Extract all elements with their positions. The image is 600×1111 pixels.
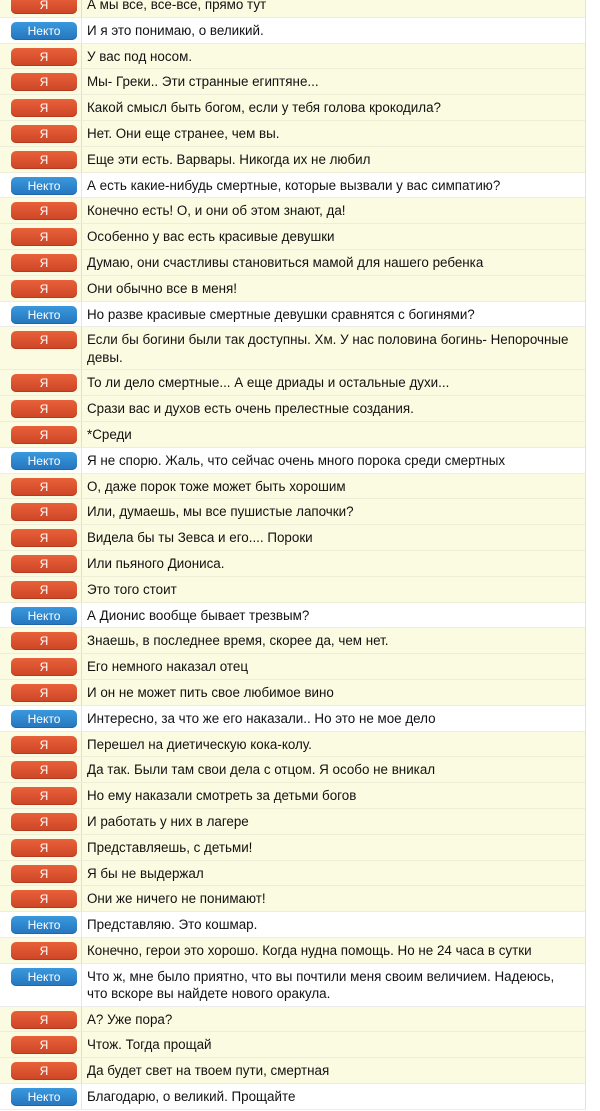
message-text: Я не спорю. Жаль, что сейчас очень много порока среди смертных [87,452,506,468]
message-text: Если бы богини были так доступны. Хм. У нас половина богинь- Непорочные девы. [87,332,569,365]
speaker-badge-me: Я [11,529,77,547]
message-row-me [0,861,585,887]
message-row-other [0,964,585,1007]
message-row-me [0,69,585,95]
message-text: Представляю. Это кошмар. [87,917,258,933]
message-row-me [0,809,585,835]
speaker-badge-me: Я [11,503,77,521]
speaker-badge-me: Я [11,0,77,14]
message-row-other [0,912,585,938]
message-text: Срази вас и духов есть очень прелестные создания. [87,401,414,417]
message-text: Видела бы ты Зевса и его.... Пороки [87,530,313,546]
speaker-badge-other: Некто [11,968,77,986]
message-row-me [0,757,585,783]
message-row-me [0,422,585,448]
message-row-me [0,1032,585,1058]
speaker-badge-me: Я [11,1011,77,1029]
message-text: Конечно, герои это хорошо. Когда нудна помощь. Но не 24 часа в сутки [87,942,532,958]
message-text: У вас под носом. [87,48,193,64]
speaker-badge-me: Я [11,942,77,960]
message-text: И он не может пить свое любимое вино [87,684,334,700]
speaker-badge-me: Я [11,787,77,805]
message-row-me [0,250,585,276]
message-text: О, даже порок тоже может быть хорошим [87,478,346,494]
speaker-badge-me: Я [11,202,77,220]
speaker-badge-me: Я [11,125,77,143]
speaker-badge-me: Я [11,1036,77,1054]
message-text: Или, думаешь, мы все пушистые лапочки? [87,504,354,520]
speaker-badge-me: Я [11,839,77,857]
message-row-me [0,224,585,250]
message-row-me [0,938,585,964]
speaker-badge-me: Я [11,684,77,702]
message-row-other [0,706,585,732]
message-text: Я бы не выдержал [87,865,204,881]
message-text: Его немного наказал отец [87,659,249,675]
speaker-badge-other: Некто [11,1088,77,1106]
message-text: Они обычно все в меня! [87,280,237,296]
message-row-other [0,1084,585,1110]
message-row-me [0,95,585,121]
message-row-me [0,198,585,224]
speaker-badge-me: Я [11,48,77,66]
message-row-me [0,370,585,396]
message-text: Но разве красивые смертные девушки сравнятся с богинями? [87,306,475,322]
message-row-other [0,448,585,474]
message-text: Перешел на диетическую кока-колу. [87,736,312,752]
message-row-me [0,835,585,861]
message-text: Да будет свет на твоем пути, смертная [87,1063,330,1079]
message-text: Но ему наказали смотреть за детьми богов [87,788,357,804]
speaker-badge-me: Я [11,1062,77,1080]
message-row-me [0,147,585,173]
speaker-badge-me: Я [11,658,77,676]
message-text: Интересно, за что же его наказали.. Но это не мое дело [87,710,436,726]
message-text: Какой смысл быть богом, если у тебя голова крокодила? [87,100,441,116]
message-text: Мы- Греки.. Эти странные египтяне... [87,74,319,90]
message-row-me [0,525,585,551]
message-row-me [0,1058,585,1084]
message-row-me [0,628,585,654]
speaker-badge-other: Некто [11,607,77,625]
speaker-badge-me: Я [11,555,77,573]
speaker-badge-me: Я [11,581,77,599]
message-text: И работать у них в лагере [87,813,249,829]
message-text: Думаю, они счастливы становиться мамой для нашего ребенка [87,254,484,270]
message-text: И я это понимаю, о великий. [87,22,264,38]
speaker-badge-me: Я [11,99,77,117]
message-text: Еще эти есть. Варвары. Никогда их не любил [87,151,371,167]
message-text: Чтож. Тогда прощай [87,1037,212,1053]
message-row-me [0,327,585,370]
speaker-badge-me: Я [11,73,77,91]
message-text: Что ж, мне было приятно, что вы почтили меня своим величием. Надеюсь, что вскоре вы найдете нового оракула. [87,968,555,1002]
message-row-me [0,680,585,706]
speaker-badge-me: Я [11,400,77,418]
message-row-me [0,577,585,603]
message-row-me [0,44,585,70]
message-row-me [0,886,585,912]
message-row-other [0,603,585,629]
message-row-me [0,732,585,758]
message-text: Да так. Были там свои дела с отцом. Я особо не вникал [87,762,436,778]
message-row-other [0,18,585,44]
message-text: Или пьяного Диониса. [87,555,225,571]
message-row-me [0,499,585,525]
message-text: А Дионис вообще бывает трезвым? [87,607,310,623]
message-text: Особенно у вас есть красивые девушки [87,229,335,245]
message-text: А мы все, все-все, прямо тут [87,0,267,12]
message-row-me [0,783,585,809]
message-text: А? Уже пора? [87,1011,173,1027]
message-row-other [0,302,585,328]
speaker-badge-me: Я [11,632,77,650]
speaker-badge-me: Я [11,890,77,908]
message-text: Благодарю, о великий. Прощайте [87,1089,296,1105]
speaker-badge-me: Я [11,865,77,883]
speaker-badge-me: Я [11,254,77,272]
speaker-badge-other: Некто [11,177,77,195]
speaker-badge-me: Я [11,813,77,831]
message-text: Они же ничего не понимают! [87,891,266,907]
message-text: А есть какие-нибудь смертные, которые вызвали у вас симпатию? [87,177,501,193]
message-text: Знаешь, в последнее время, скорее да, чем нет. [87,633,389,649]
message-row-me [0,474,585,500]
speaker-badge-other: Некто [11,306,77,324]
speaker-badge-me: Я [11,426,77,444]
speaker-badge-me: Я [11,761,77,779]
speaker-badge-other: Некто [11,22,77,40]
message-row-me [0,396,585,422]
speaker-badge-other: Некто [11,710,77,728]
message-text: Конечно есть! О, и они об этом знают, да! [87,203,346,219]
speaker-badge-other: Некто [11,916,77,934]
message-row-me [0,276,585,302]
speaker-badge-me: Я [11,228,77,246]
message-row-me [0,1007,585,1033]
message-text: Это того стоит [87,581,177,597]
message-row-me [0,0,585,18]
speaker-badge-me: Я [11,374,77,392]
message-row-me [0,551,585,577]
message-row-me [0,654,585,680]
message-text: Представляешь, с детьми! [87,839,253,855]
message-text: То ли дело смертные... А еще дриады и остальные духи... [87,375,450,391]
speaker-badge-me: Я [11,280,77,298]
speaker-badge-me: Я [11,151,77,169]
speaker-badge-other: Некто [11,452,77,470]
speaker-badge-me: Я [11,331,77,349]
speaker-badge-me: Я [11,736,77,754]
message-row-me [0,121,585,147]
speaker-badge-me: Я [11,478,77,496]
message-text: *Среди [87,426,132,442]
message-text: Нет. Они еще странее, чем вы. [87,125,280,141]
message-row-other [0,173,585,199]
